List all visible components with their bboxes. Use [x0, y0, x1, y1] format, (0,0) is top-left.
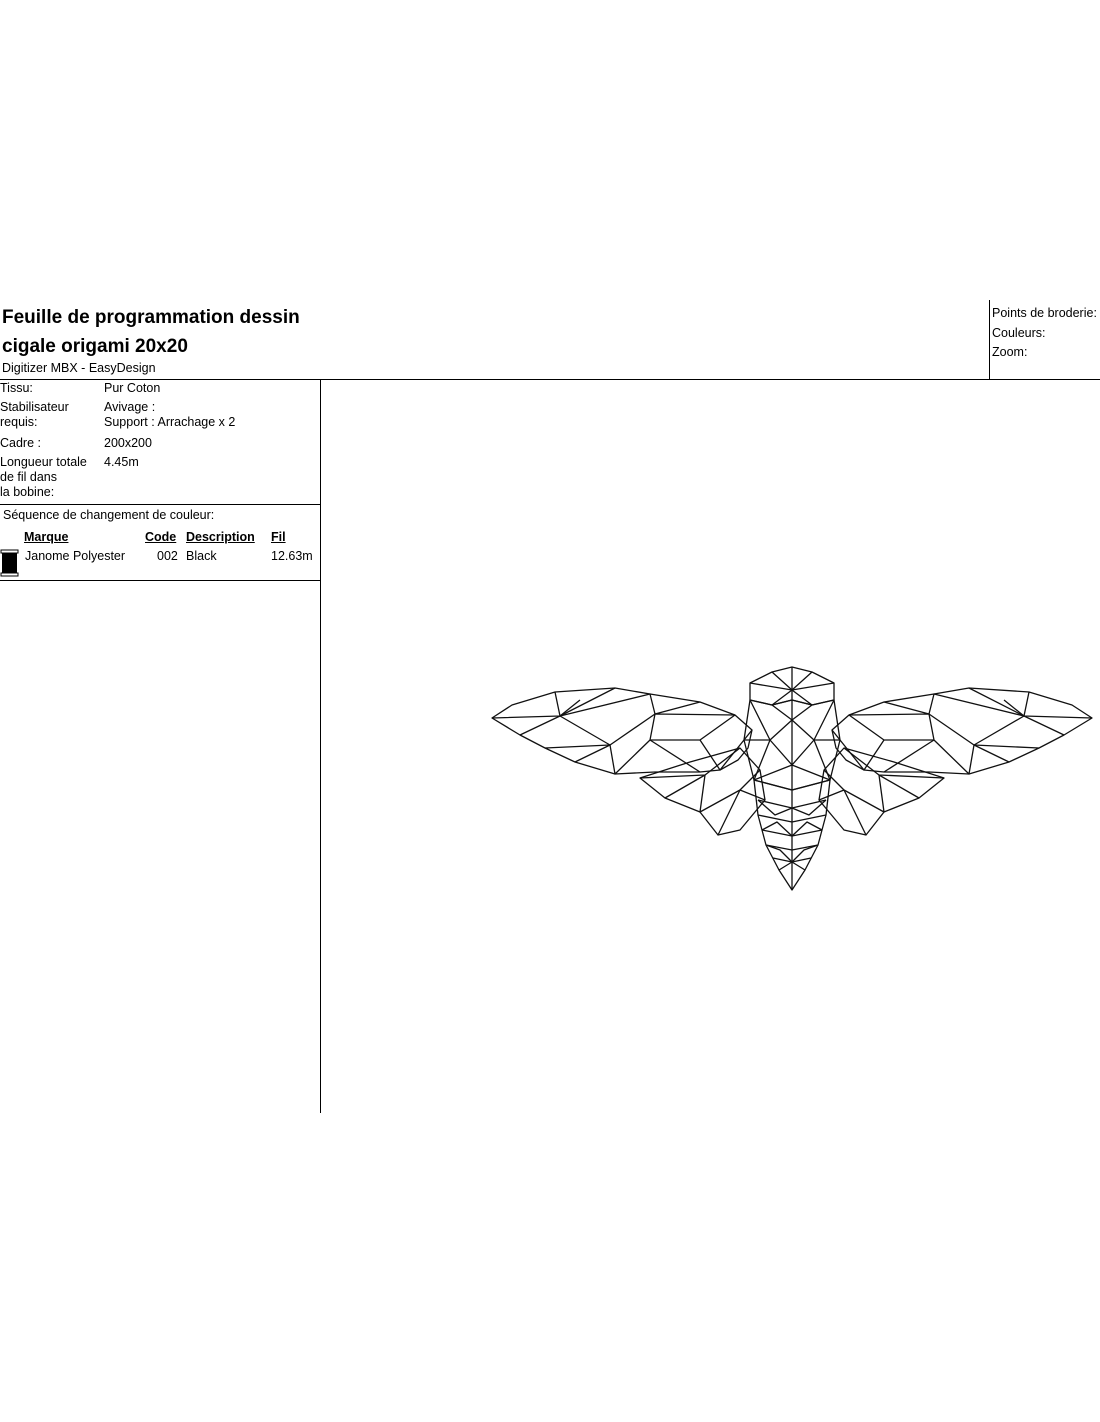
- header-rule: [0, 379, 1100, 380]
- design-name: cigale origami 20x20: [2, 336, 188, 357]
- stats-box: [992, 305, 1100, 365]
- panel-divider: [320, 379, 321, 1113]
- thread-length-label-2: de fil dans: [0, 470, 57, 484]
- stabilizer-value-2: Support : Arrachage x 2: [104, 415, 236, 429]
- fabric-label: Tissu:: [0, 381, 33, 395]
- right-hindwing-facet: [819, 790, 844, 800]
- right-hindwing-facet: [879, 775, 919, 798]
- color-sequence-title: Séquence de changement de couleur:: [3, 508, 215, 522]
- right-wing-facet: [849, 715, 934, 740]
- thread-length-value: 4.45m: [104, 455, 139, 469]
- row-code: 002: [157, 549, 178, 563]
- row-thread: 12.63m: [271, 549, 313, 563]
- stats-divider: [989, 300, 990, 380]
- left-hindwing-facet: [740, 790, 765, 800]
- stabilizer-value-1: Avivage :: [104, 400, 156, 414]
- sequence-rule: [0, 580, 321, 581]
- frame-value: 200x200: [104, 436, 152, 450]
- frame-label: Cadre :: [0, 436, 41, 450]
- left-wing-facet: [575, 745, 610, 762]
- header-description: Description: [186, 530, 255, 544]
- left-wing-facet: [520, 716, 560, 735]
- header-thread: Fil: [271, 530, 286, 544]
- stabilizer-label-2: requis:: [0, 415, 38, 429]
- right-wing-facet: [929, 714, 1024, 745]
- thread-length-label-3: la bobine:: [0, 485, 55, 499]
- page-title: Feuille de programmation dessin: [2, 307, 300, 328]
- right-wing-facet: [974, 745, 1009, 762]
- left-hindwing-facet: [700, 770, 760, 812]
- colors-label: Couleurs:: [992, 326, 1046, 340]
- fabric-value: Pur Coton: [104, 381, 161, 395]
- software-name: Digitizer MBX - EasyDesign: [2, 361, 156, 375]
- thread-swatch: [2, 553, 17, 573]
- row-description: Black: [186, 549, 217, 563]
- stabilizer-label-1: Stabilisateur: [0, 400, 69, 414]
- header-brand: Marque: [24, 530, 69, 544]
- right-wing-facet: [974, 745, 1039, 748]
- right-hindwing-facet: [824, 770, 884, 812]
- right-wing-facet: [1024, 716, 1064, 735]
- left-wing-facet: [560, 714, 655, 745]
- thread-spool-icon: [0, 549, 20, 579]
- info-rule: [0, 504, 321, 505]
- header-code: Code: [145, 530, 177, 544]
- zoom-label: Zoom:: [992, 345, 1028, 359]
- left-hindwing-facet: [665, 775, 705, 798]
- left-wing-facet: [650, 715, 735, 740]
- cicada-origami-icon: [480, 655, 1100, 900]
- thread-length-label-1: Longueur totale: [0, 455, 87, 469]
- row-brand: Janome Polyester: [25, 549, 126, 563]
- left-wing-facet: [545, 745, 610, 748]
- points-label: Points de broderie:: [992, 306, 1097, 320]
